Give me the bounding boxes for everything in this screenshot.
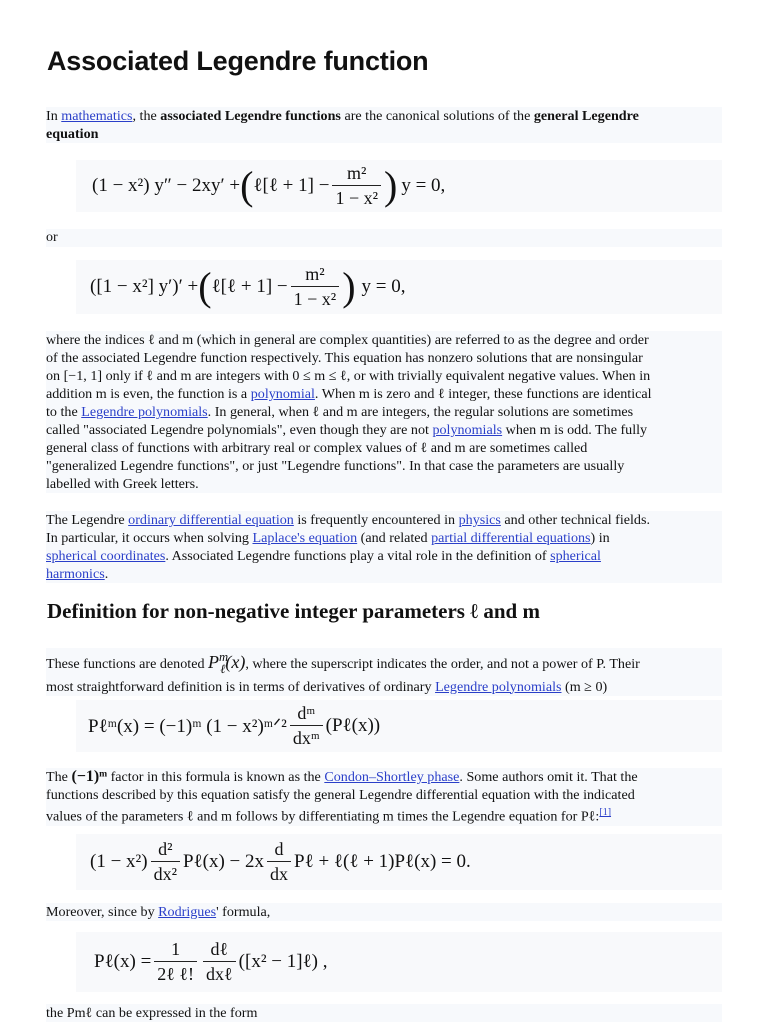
eq-num: m² bbox=[305, 264, 325, 284]
eq-text: Pℓ(x) = bbox=[94, 951, 152, 972]
eq-num: dᵐ bbox=[297, 703, 316, 723]
text: These functions are denoted bbox=[46, 656, 209, 672]
eq-den: dxℓ bbox=[203, 961, 236, 985]
eq-den: dx² bbox=[151, 861, 180, 885]
text: and other technical fields. bbox=[500, 512, 650, 528]
text-line: general class of functions with arbitrary real or complex values of ℓ and m are sometimes called bbox=[46, 440, 588, 456]
eq-text: ([x² − 1]ℓ) , bbox=[238, 951, 328, 972]
eq-den: 1 − x² bbox=[291, 286, 340, 310]
definition-paragraph bbox=[46, 648, 722, 696]
link-legendre-polynomials-2[interactable]: Legendre polynomials bbox=[435, 678, 562, 695]
eq-num: d bbox=[274, 839, 284, 859]
eq-num: dℓ bbox=[210, 939, 229, 959]
eq-fraction bbox=[290, 703, 323, 749]
link-pde[interactable]: partial differential equations bbox=[431, 530, 591, 546]
text: are the canonical solutions of the bbox=[340, 108, 534, 124]
link-physics[interactable]: physics bbox=[458, 512, 501, 528]
text: Moreover, since by bbox=[46, 904, 159, 920]
eq-fraction bbox=[267, 839, 291, 885]
phase-factor: (−1)ᵐ bbox=[71, 768, 108, 785]
text: The Legendre bbox=[46, 512, 129, 528]
or-text: or bbox=[46, 229, 722, 247]
text-line: on [−1, 1] only if ℓ and m are integers with 0 ≤ m ≤ ℓ, or with trivially equivalent negative values. When in bbox=[46, 368, 651, 384]
eq-den: 2ℓ ℓ! bbox=[154, 961, 197, 985]
closing-paragraph: the Pmℓ can be expressed in the form bbox=[46, 1004, 722, 1022]
eq-text: (1 − x²) y″ − 2xy′ + bbox=[92, 175, 241, 196]
eq-den: dxᵐ bbox=[290, 725, 323, 749]
link-legendre-polynomials[interactable]: Legendre polynomials bbox=[81, 404, 208, 420]
text: factor in this formula is known as the bbox=[107, 769, 325, 785]
text-line: labelled with Greek letters. bbox=[46, 476, 199, 492]
condon-paragraph bbox=[46, 768, 722, 826]
link-condon-shortley[interactable]: Condon–Shortley phase bbox=[324, 769, 460, 785]
equation-4 bbox=[76, 834, 722, 890]
link-rodrigues[interactable]: Rodrigues bbox=[158, 904, 217, 920]
eq-paren: ( bbox=[198, 264, 212, 309]
eq-paren: ) bbox=[342, 264, 356, 309]
link-polynomials[interactable]: polynomials bbox=[432, 422, 503, 438]
text: . When m is zero and ℓ integer, these functions are identical bbox=[314, 386, 652, 402]
text: The bbox=[46, 769, 72, 785]
link-spherical-coordinates[interactable]: spherical coordinates bbox=[46, 548, 166, 564]
eq-fraction bbox=[332, 163, 381, 209]
equation-3 bbox=[76, 700, 722, 752]
text: , where the superscript indicates the order, and not a power of P. Their bbox=[245, 656, 640, 672]
equation-5 bbox=[76, 932, 722, 992]
section-heading: Definition for non-negative integer parameters ℓ and m bbox=[47, 599, 540, 623]
bold-term: general Legendre bbox=[533, 108, 639, 124]
eq-fraction bbox=[151, 839, 180, 885]
link-ode[interactable]: ordinary differential equation bbox=[128, 512, 294, 528]
link-mathematics[interactable]: mathematics bbox=[61, 108, 133, 124]
eq-paren: ( bbox=[240, 163, 254, 208]
text: called "associated Legendre polynomials", even though they are not bbox=[46, 422, 433, 438]
eq-num: d² bbox=[158, 839, 173, 859]
text: most straightforward definition is in terms of derivatives of ordinary bbox=[46, 678, 436, 695]
text: to the bbox=[46, 404, 82, 420]
eq-text: ([1 − x²] y′)′ + bbox=[90, 276, 199, 297]
text: (and related bbox=[357, 530, 432, 546]
equation-2 bbox=[76, 260, 722, 314]
text: . bbox=[104, 566, 109, 582]
eq-fraction bbox=[154, 939, 197, 985]
text-line: of the associated Legendre function respectively. This equation has nonzero solutions that are nonsingular bbox=[46, 350, 643, 366]
eq-paren: ) bbox=[384, 163, 398, 208]
eq-text: (1 − x²) bbox=[90, 851, 148, 872]
eq-text: y = 0, bbox=[361, 276, 406, 297]
link-polynomial[interactable]: polynomial bbox=[250, 386, 315, 402]
link-laplace[interactable]: Laplace's equation bbox=[252, 530, 358, 546]
eq-text: ℓ[ℓ + 1] − bbox=[211, 276, 288, 297]
text: . Some authors omit it. That the bbox=[459, 769, 638, 785]
text: when m is odd. The fully bbox=[502, 422, 648, 438]
eq-fraction bbox=[291, 264, 340, 310]
applications-paragraph bbox=[46, 511, 722, 583]
text: is frequently encountered in bbox=[293, 512, 459, 528]
bold-term: associated Legendre functions bbox=[160, 108, 341, 124]
eq-den: dx bbox=[267, 861, 291, 885]
eq-text: ℓ[ℓ + 1] − bbox=[253, 175, 330, 196]
text: addition m is even, the function is a bbox=[46, 386, 251, 402]
eq-den: 1 − x² bbox=[332, 185, 381, 209]
text: , the bbox=[132, 108, 161, 124]
text: . Associated Legendre functions play a vital role in the definition of bbox=[165, 548, 551, 564]
link-spherical-harmonics[interactable]: spherical bbox=[550, 548, 601, 564]
eq-text: Pℓ(x) − 2x bbox=[182, 851, 265, 872]
text: ) in bbox=[590, 530, 610, 546]
link-harmonics[interactable]: harmonics bbox=[46, 566, 105, 582]
equation-1 bbox=[76, 160, 722, 212]
reference-link[interactable]: [1] bbox=[599, 807, 612, 818]
text: . In general, when ℓ and m are integers, the regular solutions are sometimes bbox=[207, 404, 634, 420]
text: (m ≥ 0) bbox=[561, 678, 608, 695]
rodrigues-paragraph bbox=[46, 903, 722, 921]
text-line: functions described by this equation satisfy the general Legendre differential equation with the indicated bbox=[46, 787, 635, 803]
intro-paragraph bbox=[46, 107, 722, 143]
eq-text: y = 0, bbox=[401, 175, 446, 196]
bold-term: equation bbox=[46, 126, 99, 142]
text: values of the parameters ℓ and m follows by differentiating m times the Legendre equation for Pℓ: bbox=[46, 808, 600, 825]
eq-text: Pℓ + ℓ(ℓ + 1)Pℓ(x) = 0. bbox=[294, 851, 471, 872]
eq-text: Pℓᵐ(x) = (−1)ᵐ (1 − x²)ᵐᐟ² bbox=[88, 715, 287, 737]
text: ' formula, bbox=[216, 904, 271, 920]
p-l-m-symbol: $P^m_\ell(x)$ bbox=[208, 650, 246, 676]
eq-text: (Pℓ(x)) bbox=[325, 715, 381, 736]
eq-fraction bbox=[203, 939, 236, 985]
page-title: Associated Legendre function bbox=[47, 46, 429, 76]
text: In bbox=[46, 108, 62, 124]
degree-order-paragraph bbox=[46, 331, 722, 493]
text: In particular, it occurs when solving bbox=[46, 530, 253, 546]
eq-num: 1 bbox=[171, 939, 181, 959]
eq-num: m² bbox=[347, 163, 367, 183]
text-line: where the indices ℓ and m (which in general are complex quantities) are referred to as the degree and order bbox=[46, 332, 649, 348]
text-line: "generalized Legendre functions", or just "Legendre functions". In that case the parameters are usually bbox=[46, 458, 625, 474]
